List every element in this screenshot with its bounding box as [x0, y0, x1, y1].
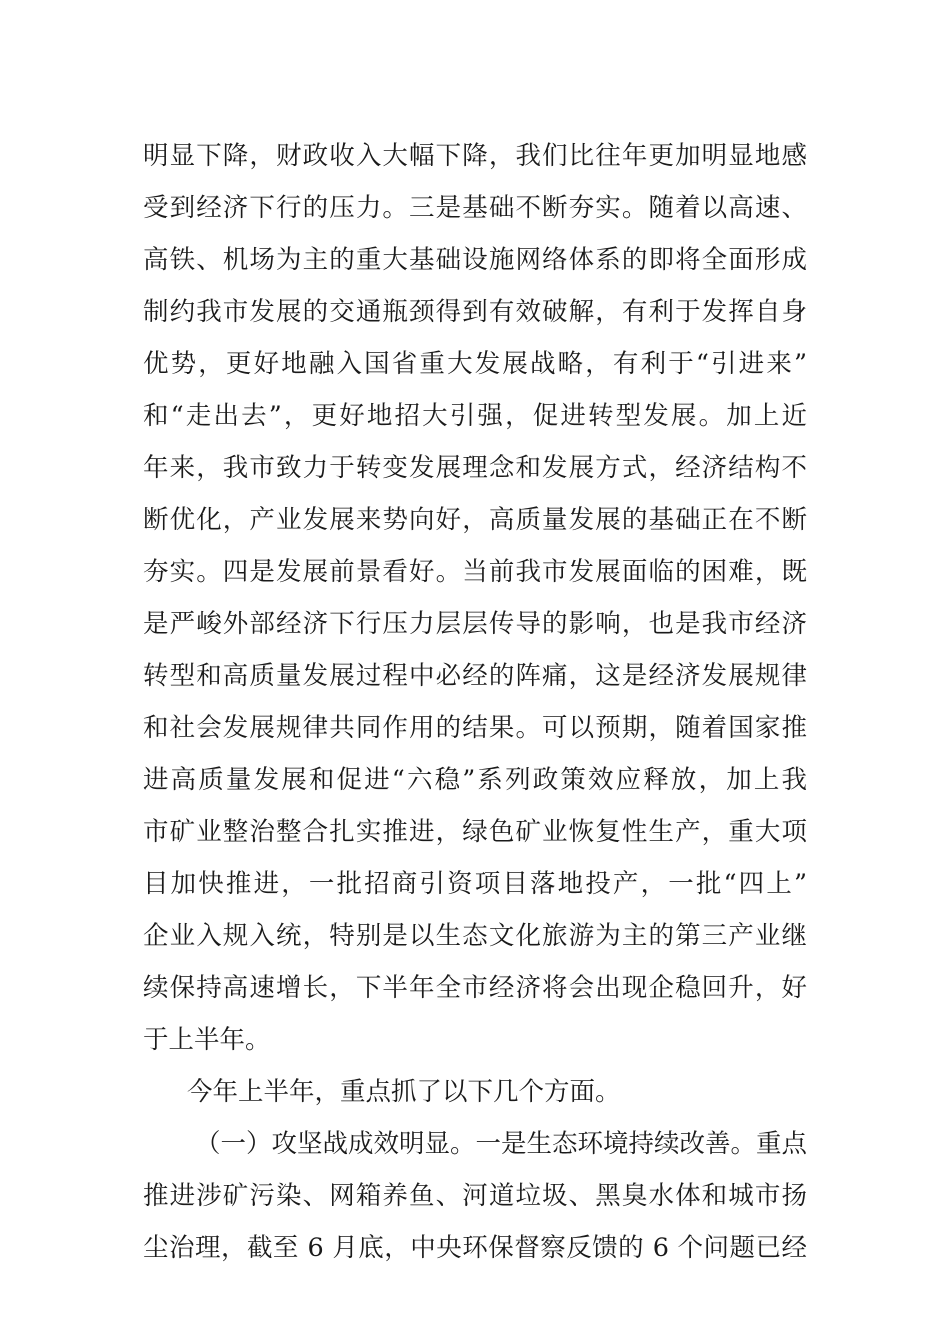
text-line: 是严峻外部经济下行压力层层传导的影响，也是我市经济: [143, 609, 807, 639]
paragraph: [143, 130, 807, 1066]
text-line: 企业入规入统，特别是以生态文化旅游为主的第三产业继: [143, 921, 807, 951]
text-line: （一）攻坚战成效明显。一是生态环境持续改善。重点: [195, 1129, 808, 1159]
text-line: 市矿业整治整合扎实推进，绿色矿业恢复性生产，重大项: [143, 817, 807, 847]
text-line: 推进涉矿污染、网箱养鱼、河道垃圾、黑臭水体和城市扬: [143, 1181, 807, 1211]
text-line: 高铁、机场为主的重大基础设施网络体系的即将全面形成: [143, 245, 807, 275]
text-line: 断优化，产业发展来势向好，高质量发展的基础正在不断: [143, 505, 807, 535]
text-line: 目加快推进，一批招商引资项目落地投产，一批“四上”: [143, 869, 807, 899]
text-line: 尘治理，截至 6 月底，中央环保督察反馈的 6 个问题已经: [143, 1233, 807, 1263]
text-line: 和社会发展规律共同作用的结果。可以预期，随着国家推: [143, 713, 807, 743]
paragraph: [143, 1066, 807, 1118]
text-line: 受到经济下行的压力。三是基础不断夯实。随着以高速、: [143, 193, 807, 223]
paragraph: [143, 1118, 807, 1274]
text-line: 今年上半年，重点抓了以下几个方面。: [187, 1077, 621, 1107]
text-line: 和“走出去”，更好地招大引强，促进转型发展。加上近: [143, 401, 807, 431]
text-line: 年来，我市致力于转变发展理念和发展方式，经济结构不: [143, 453, 807, 483]
text-line: 于上半年。: [143, 1025, 271, 1055]
text-line: 进高质量发展和促进“六稳”系列政策效应释放，加上我: [143, 765, 807, 795]
text-line: 夯实。四是发展前景看好。当前我市发展面临的困难，既: [143, 557, 807, 587]
document-body: [143, 130, 807, 1274]
text-line: 明显下降，财政收入大幅下降，我们比往年更加明显地感: [143, 141, 807, 171]
text-line: 转型和高质量发展过程中必经的阵痛，这是经济发展规律: [143, 661, 807, 691]
text-line: 续保持高速增长，下半年全市经济将会出现企稳回升，好: [143, 973, 807, 1003]
text-line: 制约我市发展的交通瓶颈得到有效破解，有利于发挥自身: [143, 297, 807, 327]
text-line: 优势，更好地融入国省重大发展战略，有利于“引进来”: [143, 349, 807, 379]
